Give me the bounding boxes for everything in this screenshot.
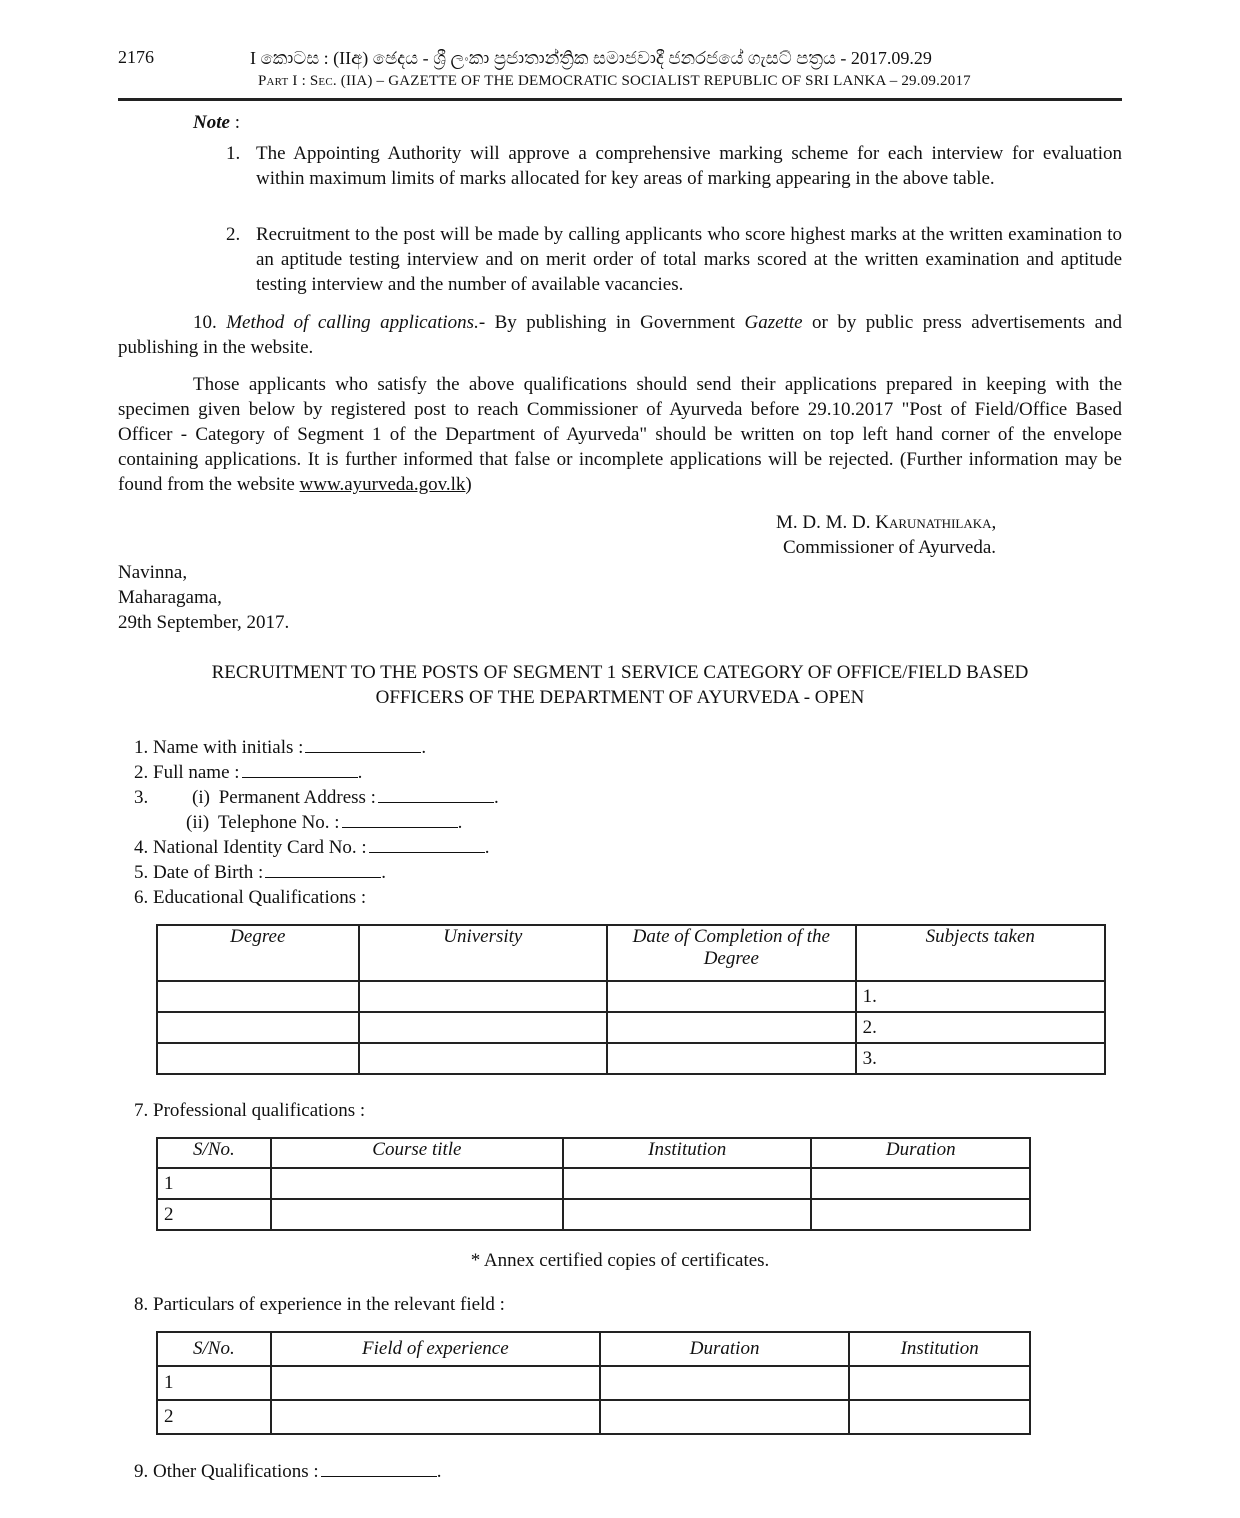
field-7-number: 7. — [134, 1100, 149, 1121]
field-1-dot: . — [421, 737, 427, 758]
field-4-label: National Identity Card No. : — [153, 837, 367, 858]
field-5-blank[interactable] — [265, 863, 381, 878]
experience-cell[interactable] — [849, 1366, 1030, 1400]
experience-header-sno: S/No. — [157, 1332, 271, 1366]
field-1-label: Name with initials : — [153, 737, 304, 758]
education-cell[interactable] — [359, 981, 607, 1012]
field-6-label: Educational Qualifications : — [153, 887, 367, 908]
professional-header-institution: Institution — [563, 1138, 811, 1168]
header-sinhala-title: I කොටස : (IIඅ) ඡෙදය - ශ්‍රී ලංකා ප්‍රජාතාන්ත්‍රික සමාජවාදී ජනරජයේ ගැසට් පත්‍රය - 2017.09.29 — [250, 48, 932, 68]
field-8-label: Particulars of experience in the relevant field : — [153, 1294, 505, 1315]
field-3-number: 3. — [134, 787, 149, 808]
form-title-line-2: OFFICERS OF THE DEPARTMENT OF AYURVEDA - OPEN — [375, 687, 865, 708]
table-row — [157, 1366, 1030, 1400]
note-label: Note — [193, 112, 230, 133]
note-item-1-number: 1. — [226, 143, 241, 164]
field-3i-blank[interactable] — [378, 788, 494, 803]
field-5-number: 5. — [134, 862, 149, 883]
experience-header-field: Field of experience — [271, 1332, 600, 1366]
field-9-blank[interactable] — [321, 1462, 437, 1477]
professional-cell[interactable] — [271, 1168, 563, 1199]
professional-cell[interactable] — [271, 1199, 563, 1230]
signatory-title: Commissioner of Ayurveda. — [783, 537, 997, 558]
section-10-text-b: or by public press advertisements and publishing in the website. — [118, 312, 1123, 358]
field-7-label: Professional qualifications : — [153, 1100, 366, 1121]
field-9-dot: . — [436, 1461, 442, 1482]
field-3ii-blank[interactable] — [342, 813, 458, 828]
field-5-label: Date of Birth : — [153, 862, 264, 883]
address-line-2: Maharagama, — [118, 587, 222, 608]
field-8 — [134, 1292, 505, 1317]
field-6 — [134, 885, 366, 910]
field-4 — [134, 835, 489, 860]
field-6-number: 6. — [134, 887, 149, 908]
address-date: 29th September, 2017. — [118, 612, 290, 633]
education-header-degree: Degree — [157, 925, 359, 981]
education-cell[interactable] — [157, 981, 359, 1012]
experience-row-1-sno: 1 — [157, 1366, 271, 1400]
professional-row-1-sno: 1 — [157, 1168, 271, 1199]
table-row — [157, 1199, 1030, 1230]
field-3ii-dot: . — [457, 812, 463, 833]
field-8-number: 8. — [134, 1294, 149, 1315]
experience-table — [156, 1331, 1031, 1435]
table-row — [157, 1400, 1030, 1434]
applicants-paragraph — [118, 372, 1122, 497]
field-2-label: Full name : — [153, 762, 240, 783]
education-header-completion-date: Date of Completion of the Degree — [607, 925, 856, 981]
education-cell[interactable] — [607, 1043, 856, 1074]
field-4-number: 4. — [134, 837, 149, 858]
field-3ii-number: (ii) — [186, 812, 210, 833]
experience-header-duration: Duration — [600, 1332, 849, 1366]
field-3i-number: (i) — [192, 787, 210, 808]
experience-header-row — [157, 1332, 1030, 1366]
field-9 — [134, 1459, 441, 1484]
field-1-number: 1. — [134, 737, 149, 758]
field-4-blank[interactable] — [369, 838, 485, 853]
field-4-dot: . — [484, 837, 490, 858]
education-cell[interactable] — [607, 981, 856, 1012]
professional-cell[interactable] — [563, 1168, 811, 1199]
professional-cell[interactable] — [563, 1199, 811, 1230]
section-10-text-a: - By publishing in Government — [478, 312, 736, 333]
professional-row-2-sno: 2 — [157, 1199, 271, 1230]
field-1 — [134, 735, 426, 760]
section-10-heading: Method of calling applications. — [226, 312, 479, 333]
education-cell[interactable] — [157, 1043, 359, 1074]
field-2 — [134, 760, 362, 785]
annex-note: * Annex certified copies of certificates. — [470, 1250, 770, 1271]
header-english-title: Part I : Sec. (IIA) – GAZETTE OF THE DEMOCRATIC SOCIALIST REPUBLIC OF SRI LANKA – 29.09.2017 — [258, 73, 971, 89]
signatory-name: M. D. M. D. Karunathilaka, — [776, 512, 997, 533]
address-line-1: Navinna, — [118, 562, 188, 583]
professional-header-row — [157, 1138, 1030, 1168]
header-divider — [118, 98, 1122, 101]
section-10-number: 10. — [193, 312, 217, 333]
field-3ii — [186, 810, 462, 835]
education-cell[interactable] — [359, 1012, 607, 1043]
experience-cell[interactable] — [600, 1366, 849, 1400]
education-header-university: University — [359, 925, 607, 981]
table-row — [157, 981, 1105, 1012]
field-1-blank[interactable] — [305, 738, 421, 753]
note-item-1-text: The Appointing Authority will approve a comprehensive marking scheme for each interview for evaluation within maximum limits of marks allocated for key areas of marking appearing in the above table. — [256, 143, 1122, 189]
professional-header-course: Course title — [271, 1138, 563, 1168]
table-row — [157, 1043, 1105, 1074]
professional-cell[interactable] — [811, 1199, 1030, 1230]
page-number: 2176 — [118, 47, 154, 67]
note-heading — [193, 110, 240, 135]
table-row — [157, 1012, 1105, 1043]
note-item-2-number: 2. — [226, 224, 241, 245]
professional-table — [156, 1137, 1031, 1231]
professional-header-sno: S/No. — [157, 1138, 271, 1168]
field-3i-dot: . — [493, 787, 499, 808]
field-9-number: 9. — [134, 1461, 149, 1482]
section-10-paragraph — [118, 310, 1122, 360]
applicants-text: Those applicants who satisfy the above qualifications should send their applications prepared in keeping with the specimen given below by registered post to reach Commissioner of Ayurveda before 29.10.2017 "Post of Field/Office Based Officer - Category of Segment 1 of the Department of Ayurveda" should be written on top left hand corner of the envelope containing applications. It is further informed that false or incomplete applications will be rejected. (Further information may be found from the website — [118, 374, 1122, 495]
experience-cell[interactable] — [271, 1400, 600, 1434]
education-subject-1[interactable]: 1. — [856, 981, 1105, 1012]
field-2-blank[interactable] — [242, 763, 358, 778]
education-cell[interactable] — [157, 1012, 359, 1043]
gazette-word: Gazette — [744, 312, 803, 333]
table-row — [157, 1168, 1030, 1199]
education-cell[interactable] — [359, 1043, 607, 1074]
field-7 — [134, 1098, 365, 1123]
education-header-row — [157, 925, 1105, 981]
field-9-label: Other Qualifications : — [153, 1461, 319, 1482]
field-2-dot: . — [357, 762, 363, 783]
form-title-line-1: RECRUITMENT TO THE POSTS OF SEGMENT 1 SERVICE CATEGORY OF OFFICE/FIELD BASED — [211, 662, 1029, 683]
experience-cell[interactable] — [600, 1400, 849, 1434]
field-3i-label: Permanent Address : — [218, 787, 376, 808]
education-subject-2[interactable]: 2. — [856, 1012, 1105, 1043]
experience-header-institution: Institution — [849, 1332, 1030, 1366]
experience-row-2-sno: 2 — [157, 1400, 271, 1434]
note-item-2-text: Recruitment to the post will be made by calling applicants who score highest marks at the written examination to an aptitude testing interview and on merit order of total marks scored at the written examination and aptitude testing interview and the number of available vacancies. — [256, 224, 1122, 295]
field-5 — [134, 860, 386, 885]
professional-cell[interactable] — [811, 1168, 1030, 1199]
field-3i — [192, 785, 499, 810]
education-table — [156, 924, 1106, 1075]
education-header-subjects: Subjects taken — [856, 925, 1105, 981]
note-colon: : — [234, 112, 240, 133]
applicants-close: ) — [465, 474, 472, 495]
professional-header-duration: Duration — [811, 1138, 1030, 1168]
website-link[interactable]: www.ayurveda.gov.lk — [299, 474, 466, 495]
field-5-dot: . — [381, 862, 387, 883]
field-2-number: 2. — [134, 762, 149, 783]
education-cell[interactable] — [607, 1012, 856, 1043]
experience-cell[interactable] — [849, 1400, 1030, 1434]
education-subject-3[interactable]: 3. — [856, 1043, 1105, 1074]
field-3ii-label: Telephone No. : — [217, 812, 340, 833]
experience-cell[interactable] — [271, 1366, 600, 1400]
